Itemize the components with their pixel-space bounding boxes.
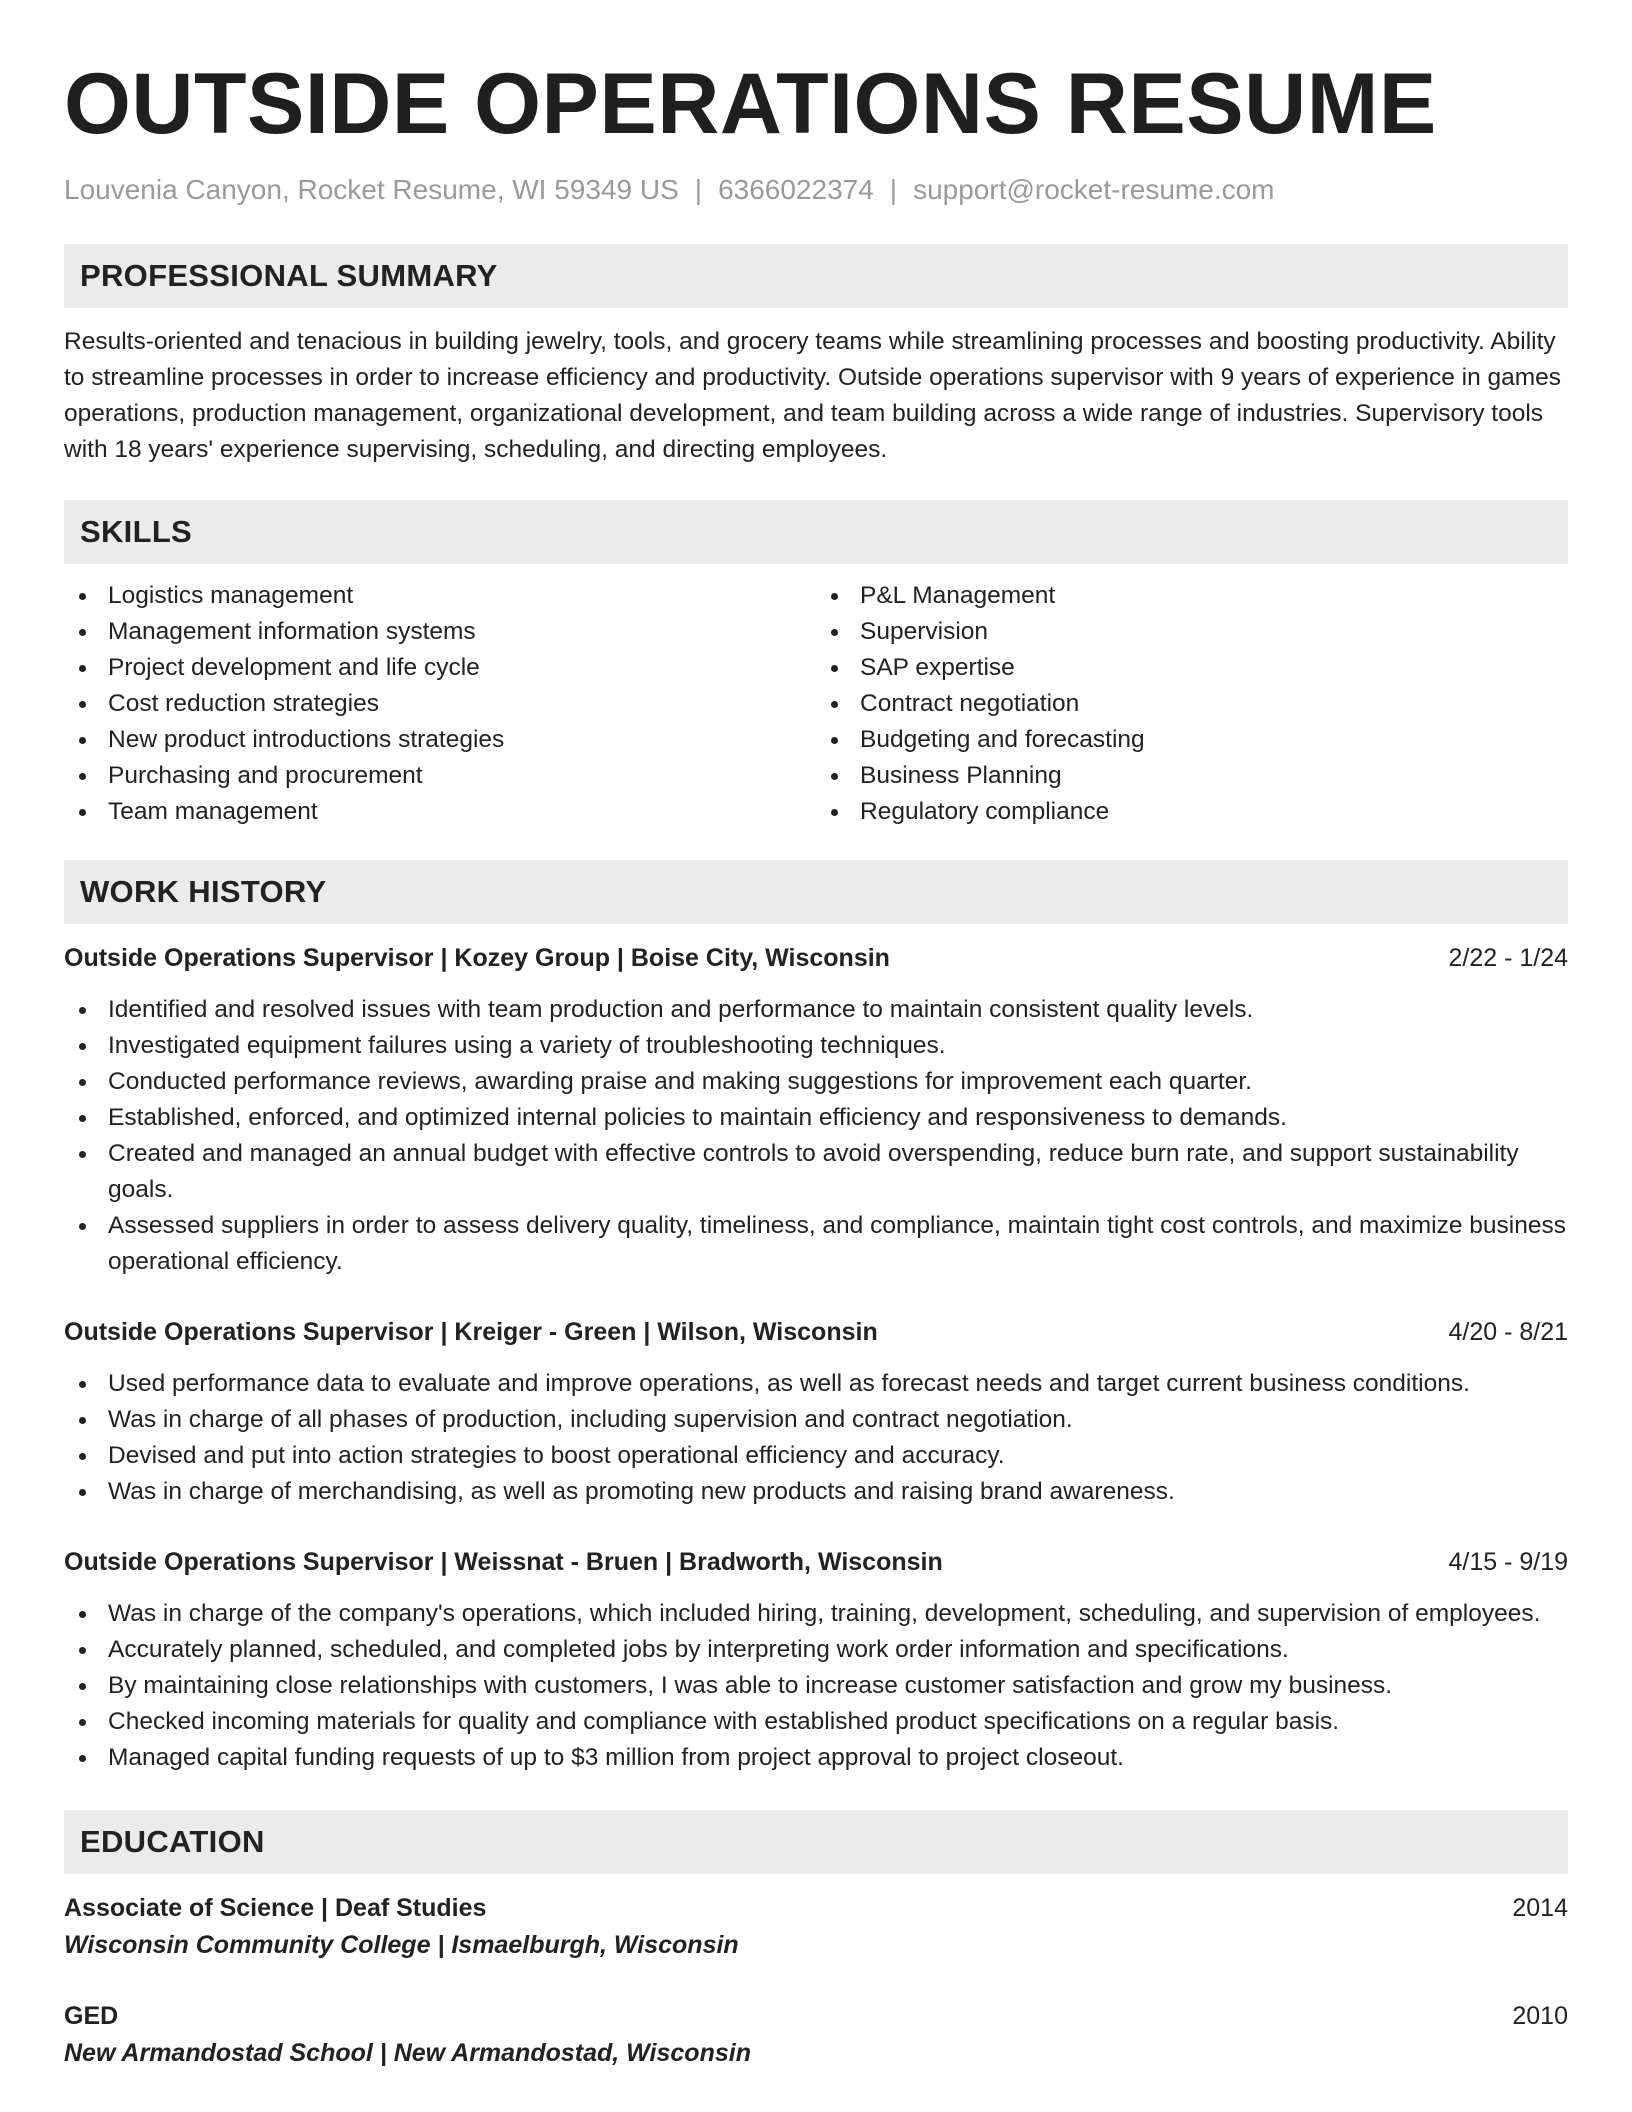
job-title: Outside Operations Supervisor | Kreiger - Green | Wilson, Wisconsin (64, 1318, 878, 1346)
job-bullet: By maintaining close relationships with customers, I was able to increase customer satisfaction and grow my business. (64, 1668, 1568, 1704)
education-degree: Associate of Science | Deaf Studies (64, 1894, 487, 1922)
skill-item: Purchasing and procurement (64, 758, 816, 794)
education-entry (64, 1890, 1568, 1964)
job-bullet: Checked incoming materials for quality and compliance with established product specifications on a regular basis. (64, 1704, 1568, 1740)
job-bullet: Created and managed an annual budget with effective controls to avoid overspending, reduce burn rate, and support sustainability goals. (64, 1136, 1568, 1208)
job-bullet: Was in charge of merchandising, as well as promoting new products and raising brand awareness. (64, 1474, 1568, 1510)
job-bullet: Assessed suppliers in order to assess delivery quality, timeliness, and compliance, maintain tight cost controls, and maximize business operational efficiency. (64, 1208, 1568, 1280)
summary-heading: PROFESSIONAL SUMMARY (64, 244, 1568, 308)
job-bullet: Accurately planned, scheduled, and completed jobs by interpreting work order information and specifications. (64, 1632, 1568, 1668)
education-heading: EDUCATION (64, 1810, 1568, 1874)
education-year: 2014 (1512, 1894, 1568, 1922)
skills-column-left (64, 578, 816, 830)
job-dates: 4/20 - 8/21 (1448, 1318, 1568, 1346)
job-bullet: Managed capital funding requests of up to $3 million from project approval to project closeout. (64, 1740, 1568, 1776)
job-bullet: Was in charge of all phases of production, including supervision and contract negotiation. (64, 1402, 1568, 1438)
skills-list (64, 578, 1568, 830)
job-bullet: Conducted performance reviews, awarding praise and making suggestions for improvement each quarter. (64, 1064, 1568, 1100)
education-year: 2010 (1512, 2002, 1568, 2030)
skill-item: Budgeting and forecasting (816, 722, 1568, 758)
skill-item: Management information systems (64, 614, 816, 650)
job-title: Outside Operations Supervisor | Weissnat - Bruen | Bradworth, Wisconsin (64, 1548, 943, 1576)
job-entry (64, 940, 1568, 1280)
education-entry (64, 1998, 1568, 2072)
skill-item: Project development and life cycle (64, 650, 816, 686)
skill-item: P&L Management (816, 578, 1568, 614)
skill-item: Team management (64, 794, 816, 830)
summary-text: Results-oriented and tenacious in building jewelry, tools, and grocery teams while streamlining processes and boosting productivity. Ability to streamline processes in order to increase efficiency and productivity. Outside operations supervisor with 9 years of experience in games operations, production management, organizational development, and team building across a wide range of industries. Supervisory tools with 18 years' experience supervising, scheduling, and directing employees. (64, 328, 1562, 463)
skill-item: Cost reduction strategies (64, 686, 816, 722)
job-bullet: Investigated equipment failures using a variety of troubleshooting techniques. (64, 1028, 1568, 1064)
skill-item: Contract negotiation (816, 686, 1568, 722)
skill-item: Regulatory compliance (816, 794, 1568, 830)
job-bullet: Was in charge of the company's operations, which included hiring, training, development, scheduling, and supervision of employees. (64, 1596, 1568, 1632)
work-history-heading: WORK HISTORY (64, 860, 1568, 924)
job-entry (64, 1544, 1568, 1776)
contact-email: support@rocket-resume.com (913, 174, 1275, 205)
job-dates: 2/22 - 1/24 (1448, 944, 1568, 972)
education-school: New Armandostad School | New Armandostad, Wisconsin (64, 2039, 751, 2067)
contact-line (64, 170, 1568, 210)
contact-phone: 6366022374 (718, 174, 874, 205)
contact-separator: | (889, 174, 898, 205)
skill-item: Logistics management (64, 578, 816, 614)
job-bullet: Devised and put into action strategies to boost operational efficiency and accuracy. (64, 1438, 1568, 1474)
education-school: Wisconsin Community College | Ismaelburgh, Wisconsin (64, 1931, 739, 1959)
skill-item: New product introductions strategies (64, 722, 816, 758)
skill-item: Supervision (816, 614, 1568, 650)
contact-separator: | (694, 174, 703, 205)
skills-column-right (816, 578, 1568, 830)
skill-item: SAP expertise (816, 650, 1568, 686)
contact-address: Louvenia Canyon, Rocket Resume, WI 59349 US (64, 174, 679, 205)
job-bullet: Established, enforced, and optimized internal policies to maintain efficiency and responsiveness to demands. (64, 1100, 1568, 1136)
resume-title: OUTSIDE OPERATIONS RESUME (64, 56, 1437, 152)
job-bullet: Used performance data to evaluate and improve operations, as well as forecast needs and target current business conditions. (64, 1366, 1568, 1402)
job-bullet: Identified and resolved issues with team production and performance to maintain consistent quality levels. (64, 992, 1568, 1028)
job-title: Outside Operations Supervisor | Kozey Group | Boise City, Wisconsin (64, 944, 890, 972)
job-entry (64, 1314, 1568, 1510)
skill-item: Business Planning (816, 758, 1568, 794)
job-dates: 4/15 - 9/19 (1448, 1548, 1568, 1576)
education-degree: GED (64, 2002, 119, 2030)
skills-heading: SKILLS (64, 500, 1568, 564)
